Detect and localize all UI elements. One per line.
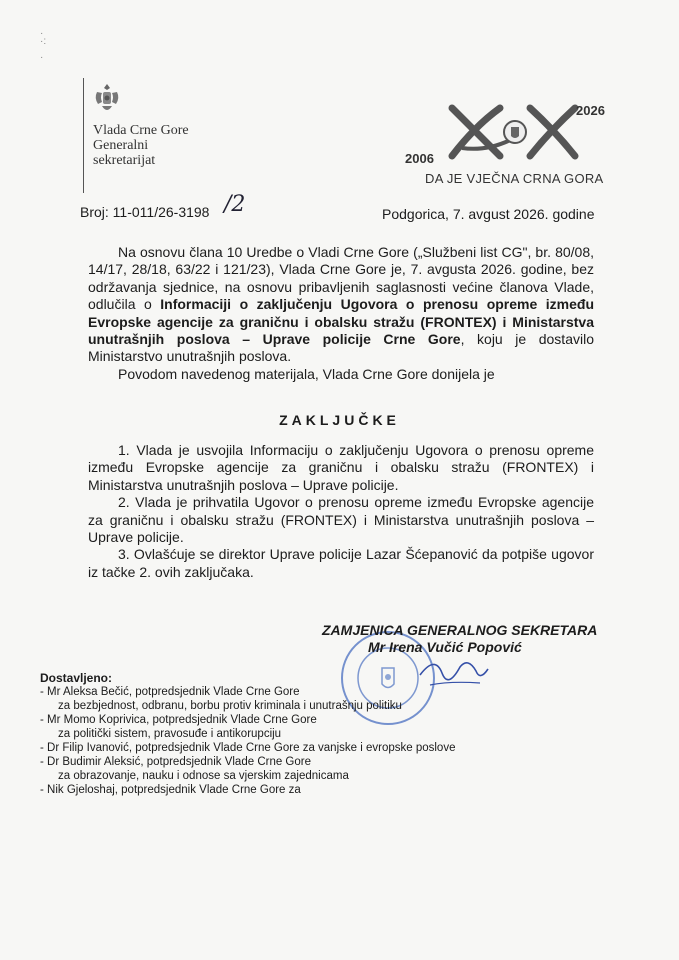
conclusions-heading: ZAKLJUČKE (279, 412, 400, 428)
distribution-line: - Nik Gjeloshaj, potpredsjednik Vlade Crne Gore za (40, 784, 301, 796)
intro-text-1: Na osnovu člana 10 Uredbe o Vladi Crne Gore („Službeni list CG", br. 80/08, 14/17, 28/18, 63/22 i 121/23), Vlada Crne Gore je, 7. avgusta 2026. godine, bez održavanja sjednice, na osnovu pribavljenih saglasnosti većine članova Vlade, odlučila o (88, 244, 594, 313)
logo-year-end: 2026 (576, 103, 605, 118)
logo-tagline: DA JE VJEČNA CRNA GORA (425, 171, 604, 186)
place-date: Podgorica, 7. avgust 2026. godine (382, 206, 595, 222)
distribution-line: za obrazovanje, nauku i odnose sa vjerskim zajednicama (58, 770, 349, 782)
intro-paragraph (88, 244, 594, 366)
reference-number: Broj: 11-011/26-3198 (80, 204, 210, 220)
distribution-line: za bezbjednost, odbranu, borbu protiv kriminala i unutrašnju politiku (58, 700, 402, 712)
intro-paragraphs (88, 244, 594, 383)
conclusion-item: 2. Vlada je prihvatila Ugovor o prenosu opreme između Evropske agencije za graničnu i obalsku stražu (FRONTEX) i Ministarstva unutrašnjih poslova – Uprave policije. (88, 494, 594, 546)
conclusion-item: 1. Vlada je usvojila Informaciju o zaključenju Ugovora o prenosu opreme između Evropske agencije za graničnu i obalsku stražu (FRONTEX) i Ministarstva unutrašnjih poslova – Uprave policije. (88, 442, 594, 493)
distribution-line: - Dr Filip Ivanović, potpredsjednik Vlade Crne Gore za vanjske i evropske poslove (40, 742, 456, 754)
issuer-line-1: Vlada Crne Gore (93, 123, 189, 138)
margin-dots: · ·: · (40, 28, 47, 63)
coat-of-arms-icon (92, 82, 122, 116)
handwritten-suffix: /2 (224, 192, 246, 217)
logo-year-start: 2006 (405, 151, 434, 166)
distribution-line: - Mr Aleksa Bečić, potpredsjednik Vlade Crne Gore (40, 686, 300, 698)
header-divider (83, 78, 84, 193)
conclusion-item: 3. Ovlašćuje se direktor Uprave policije Lazar Šćepanović da potpiše ugovor iz tačke 2. ovih zaključaka. (88, 546, 594, 580)
intro-bold-subject: Informaciji o zaključenju Ugovora o prenosu opreme između Evropske agencije za graničnu i obalsku stražu (FRONTEX) i Ministarstva unutrašnjih poslova – Uprave policije Crne Gore (88, 296, 595, 348)
distribution-line: - Dr Budimir Aleksić, potpredsjednik Vlade Crne Gore (40, 756, 312, 768)
distribution-title: Dostavljeno: (40, 671, 113, 685)
issuer-block (93, 123, 189, 168)
intro-paragraph-2: Povodom navedenog materijala, Vlada Crne Gore donijela je (118, 365, 495, 382)
distribution-line: za politički sistem, pravosuđe i antikorupciju (58, 728, 282, 740)
conclusions-list (88, 442, 594, 581)
issuer-line-2: Generalni (93, 138, 149, 153)
signatory-name: Mr Irena Vučić Popović (368, 639, 522, 655)
intro-text-2: , koju je dostavilo Ministarstvo unutrašnjih poslova. (88, 331, 594, 365)
distribution-list (40, 685, 455, 797)
issuer-line-3: sekretarijat (93, 153, 156, 168)
signatory-title: ZAMJENICA GENERALNOG SEKRETARA (322, 622, 598, 638)
distribution-line: - Mr Momo Koprivica, potpredsjednik Vlade Crne Gore (40, 714, 317, 726)
